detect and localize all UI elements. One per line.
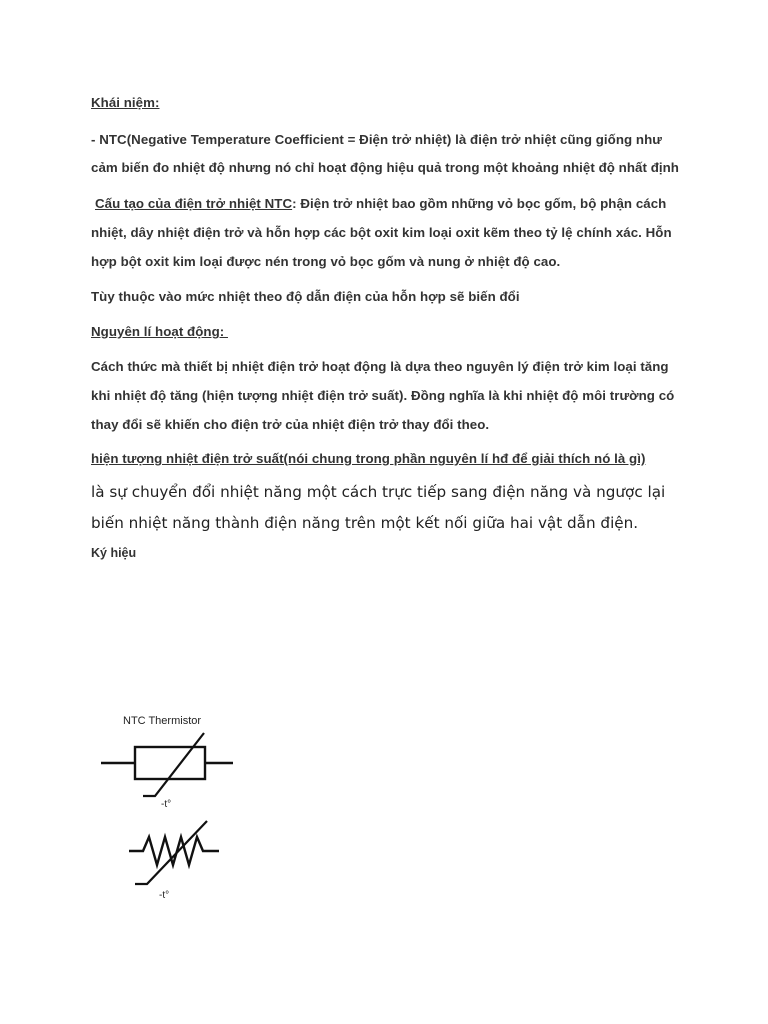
paragraph-ntc-definition: - NTC(Negative Temperature Coefficient = Điện trở nhiệt) là điện trở nhiệt cũng giống như cảm biến đo nhiệt độ nhưng nó chỉ hoạt động hiệu quả trong một khoảng nhiệt độ nhất định [91,132,679,175]
heading-principle: Nguyên lí hoạt động: [91,324,228,339]
paragraph-structure [91,189,691,276]
heading-concept: Khái niệm: [91,95,160,110]
paragraph-dependence: Tùy thuộc vào mức nhiệt theo độ dẫn điện của hỗn hợp sẽ biến đổi [91,289,520,304]
ntc-symbol-svg [91,704,243,918]
structure-label: Cấu tạo của điện trở nhiệt NTC [95,196,293,211]
heading-phenomenon: hiện tượng nhiệt điện trở suất(nói chung trong phần nguyên lí hđ để giải thích nó là gì) [91,451,646,466]
temperature-line-bottom [135,821,207,884]
document-body [91,88,691,563]
paragraph-principle: Cách thức mà thiết bị nhiệt điện trở hoạt động là dựa theo nguyên lý điện trở kim loại tăng khi nhiệt độ tăng (hiện tượng nhiệt điện trở suất). Đồng nghĩa là khi nhiệt độ môi trường có thay đổi sẽ khiến cho điện trở của nhiệt điện trở thay đổi theo. [91,359,675,432]
temperature-label-top: -t° [161,799,172,810]
temperature-line-top [143,733,204,796]
resistor-zigzag [129,837,219,865]
paragraph-phenomenon-definition: là sự chuyển đổi nhiệt năng một cách trực tiếp sang điện năng và ngược lại biến nhiệt năng thành điện năng trên một kết nối giữa hai vật dẫn điện. [91,483,666,532]
temperature-label-bottom: -t° [159,890,170,901]
heading-symbol: Ký hiệu [91,546,137,560]
ntc-thermistor-symbol-figure [91,704,243,918]
structure-text: : Điện trở nhiệt bao gồm những vỏ bọc gốm, bộ phận cách nhiệt, dây nhiệt điện trở và hỗn hợp các bột oxit kim loại oxit kẽm theo tỷ lệ chính xác. Hỗn hợp bột oxit kim loại được nén trong vỏ bọc gốm và nung ở nhiệt độ cao. [91,196,672,269]
resistor-body [135,747,205,779]
figure-title: NTC Thermistor [123,715,202,727]
